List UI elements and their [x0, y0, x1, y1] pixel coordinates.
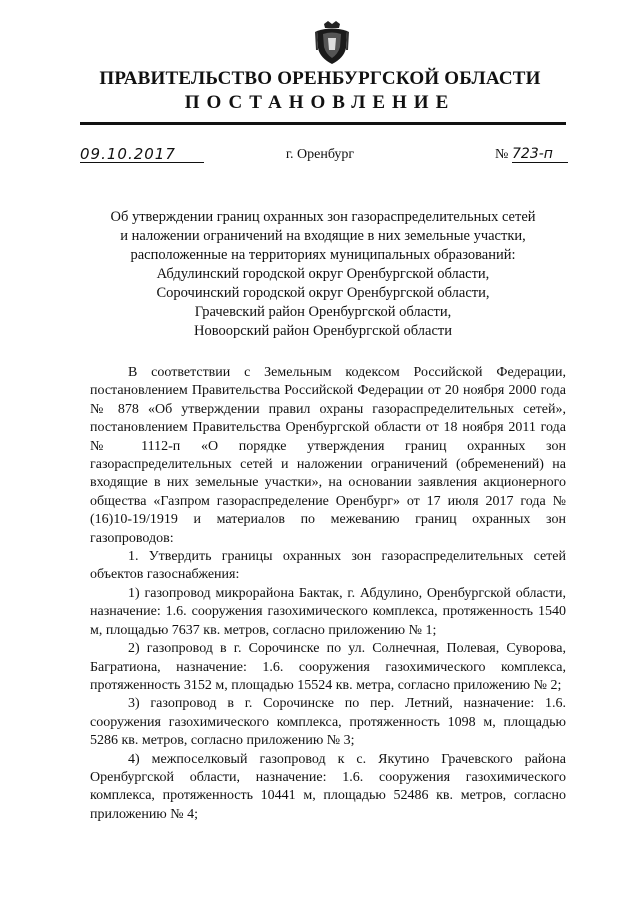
subject-line: Об утверждении границ охранных зон газораспределительных сетей [110, 209, 536, 225]
subject-line: Сорочинский городской округ Оренбургской области, [156, 285, 490, 301]
coat-of-arms-icon [313, 20, 351, 66]
document-city: г. Оренбург [285, 147, 355, 162]
subject-line: и наложении ограничений на входящие в них земельные участки, [120, 228, 526, 244]
document-date: 09.10.2017 [80, 146, 204, 163]
document-subject [80, 208, 566, 341]
subitem-1-paragraph: 1) газопровод микрорайона Бактак, г. Абдулино, Оренбургской области, назначение: 1.6. сооружения газохимического комплекса, протяженность 1540 м, площадью 7637 кв. метров, согласно приложению № 1; [90, 585, 566, 638]
document-body [90, 364, 566, 824]
subitem-3-paragraph: 3) газопровод в г. Сорочинске по пер. Летний, назначение: 1.6. сооружения газохимического комплекса, протяженность 1098 м, площадью 5286 кв. метров, согласно приложению № 3; [90, 696, 566, 749]
subitem-2-paragraph: 2) газопровод в г. Сорочинске по ул. Солнечная, Полевая, Суворова, Багратиона, назначение: 1.6. сооружения газохимического комплекса, протяженность 3152 м, площадью 15524 кв. метра, согласно приложению № 2; [90, 641, 566, 693]
preamble-paragraph: В соответствии с Земельным кодексом Российской Федерации, постановлением Правительства Российской Федерации от 20 ноября 2000 года № 878 «Об утверждении правил охраны газораспределительных сетей», постановлением Правительства Оренбургской области от 18 ноября 2011 года № 1112-п «О порядке утверждения границ охранных зон газораспределительных сетей и наложении ограничений (обременений) на входящие в них земельные участки», на основании заявления акционерного общества «Газпром газораспределение Оренбург» от 17 июля 2017 года № (16)10-19/1919 и материалов по межеванию границ охранных зон газопроводов: [90, 365, 566, 546]
subject-line: Абдулинский городской округ Оренбургской области, [156, 266, 490, 282]
subitem-4-paragraph: 4) межпоселковый газопровод к с. Якутино Грачевского района Оренбургской области, назначение: 1.6. сооружения газохимического комплекса, протяженность 10441 м, площадью 52486 кв. метров, согласно приложению № 4; [90, 751, 566, 822]
subject-line: расположенные на территориях муниципальных образований: [130, 247, 516, 263]
document-number: 723-п [512, 146, 568, 163]
subject-line: Грачевский район Оренбургской области, [194, 304, 452, 320]
number-label: № [495, 147, 509, 162]
document-type-heading: ПОСТАНОВЛЕНИЕ [184, 92, 456, 113]
header-divider [80, 122, 566, 125]
government-title: ПРАВИТЕЛЬСТВО ОРЕНБУРГСКОЙ ОБЛАСТИ [99, 68, 541, 89]
subject-line: Новоорский район Оренбургской области [194, 323, 452, 339]
item-1-paragraph: 1. Утвердить границы охранных зон газораспределительных сетей объектов газоснабжения: [90, 549, 566, 583]
